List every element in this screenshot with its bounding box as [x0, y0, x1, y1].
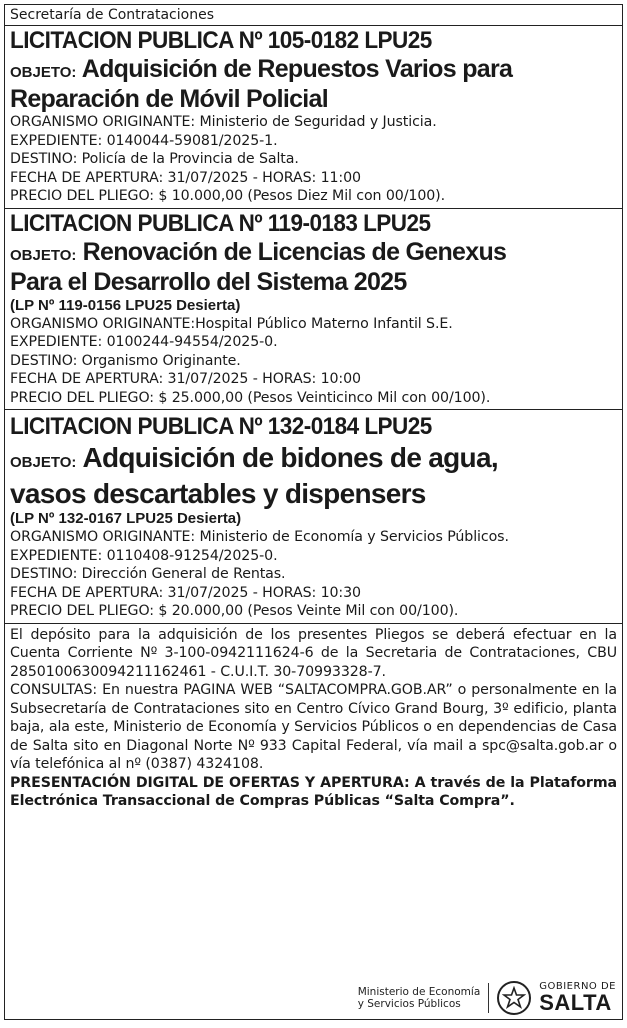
precio-pliego: PRECIO DEL PLIEGO: $ 20.000,00 (Pesos Veinte Mil con 00/100). [10, 603, 459, 619]
fecha-apertura: FECHA DE APERTURA: 31/07/2025 - HORAS: 11:00 [10, 169, 361, 186]
licitacion-block-3 [5, 412, 622, 624]
expediente: EXPEDIENTE: 0140044-59081/2025-1. [10, 132, 278, 149]
expediente: EXPEDIENTE: 0100244-94554/2025-0. [10, 334, 278, 350]
licitacion-title: LICITACION PUBLICA Nº 119-0183 LPU25 [10, 209, 431, 237]
fecha-apertura: FECHA DE APERTURA: 31/07/2025 - HORAS: 10:00 [10, 371, 361, 387]
ministerio-line1: Ministerio de Economía [357, 986, 481, 998]
objeto-label: OBJETO: [10, 64, 77, 81]
destino: DESTINO: Dirección General de Rentas. [10, 566, 286, 582]
organismo: ORGANISMO ORIGINANTE: Ministerio de Economía y Servicios Públicos. [10, 529, 509, 545]
deposito-paragraph: El depósito para la adquisición de los presentes Pliegos se deberá efectuar en la Cuenta Corriente Nº 3-100-0942111624-6 de la Secretaria de Contrataciones, CBU 2850100630094211162461 - C.U.I.T. 30-70993328-7. [10, 626, 617, 680]
destino: DESTINO: Organismo Originante. [10, 352, 241, 369]
footer-info [5, 624, 622, 811]
organismo: ORGANISMO ORIGINANTE:Hospital Público Materno Infantil S.E. [10, 315, 453, 332]
organismo: ORGANISMO ORIGINANTE: Ministerio de Seguridad y Justicia. [10, 114, 437, 130]
precio-pliego: PRECIO DEL PLIEGO: $ 10.000,00 (Pesos Diez Mil con 00/100). [10, 188, 446, 204]
licitacion-title: LICITACION PUBLICA Nº 105-0182 LPU25 [10, 27, 432, 54]
ministerio-line2: y Servicios Públicos [357, 998, 461, 1010]
destino: DESTINO: Policía de la Provincia de Salta. [10, 151, 299, 167]
licitacion-title: LICITACION PUBLICA Nº 132-0184 LPU25 [10, 413, 432, 440]
objeto-label: OBJETO: [10, 246, 77, 264]
objeto-line2: vasos descartables y dispensers [10, 478, 426, 509]
gobierno-label: GOBIERNO DE [539, 981, 616, 992]
ministerio-logo [358, 986, 481, 1010]
licitacion-block-2 [5, 209, 622, 411]
logos [358, 981, 616, 1015]
desierta-note: (LP Nº 119-0156 LPU25 Desierta) [10, 296, 241, 314]
desierta-note: (LP Nº 132-0167 LPU25 Desierta) [10, 510, 242, 527]
objeto-line1: Renovación de Licencias de Genexus [82, 237, 507, 266]
presentacion-paragraph: PRESENTACIÓN DIGITAL DE OFERTAS Y APERTURA: A través de la Plataforma Electrónica Transaccional de Compras Públicas “Salta Compra”. [10, 774, 617, 809]
objeto [10, 56, 618, 86]
objeto-line1: Adquisición de bidones de agua, [82, 442, 498, 473]
objeto-line1: Adquisición de Repuestos Varios para [81, 55, 513, 83]
notice-page [4, 4, 623, 1020]
salta-label: SALTA [539, 990, 612, 1015]
objeto-label: OBJETO: [10, 454, 77, 471]
gobierno-salta-logo [539, 982, 616, 1014]
expediente: EXPEDIENTE: 0110408-91254/2025-0. [10, 547, 278, 564]
consultas-paragraph: CONSULTAS: En nuestra PAGINA WEB “SALTACOMPRA.GOB.AR” o personalmente en la Subsecretaría de Contrataciones sito en Centro Cívico Grand Bourg, 3º edificio, planta baja, ala este, Ministerio de Economía y Servicios Públicos o en dependencias de Casa de Salta sito en Diagonal Norte Nº 933 Capital Federal, vía mail a spc@salta.gob.ar o vía telefónica al nº (0387) 4324108. [10, 682, 617, 772]
objeto [10, 239, 618, 269]
objeto-line2: Reparación de Móvil Policial [10, 85, 328, 113]
logo-divider [488, 983, 489, 1013]
precio-pliego: PRECIO DEL PLIEGO: $ 25.000,00 (Pesos Veinticinco Mil con 00/100). [10, 389, 491, 406]
objeto [10, 442, 618, 478]
salta-seal-icon [497, 981, 531, 1015]
objeto-line2: Para el Desarrollo del Sistema 2025 [10, 267, 407, 296]
licitacion-block-1 [5, 26, 622, 209]
header-secretaria: Secretaría de Contrataciones [5, 5, 622, 26]
fecha-apertura: FECHA DE APERTURA: 31/07/2025 - HORAS: 10:30 [10, 584, 361, 601]
